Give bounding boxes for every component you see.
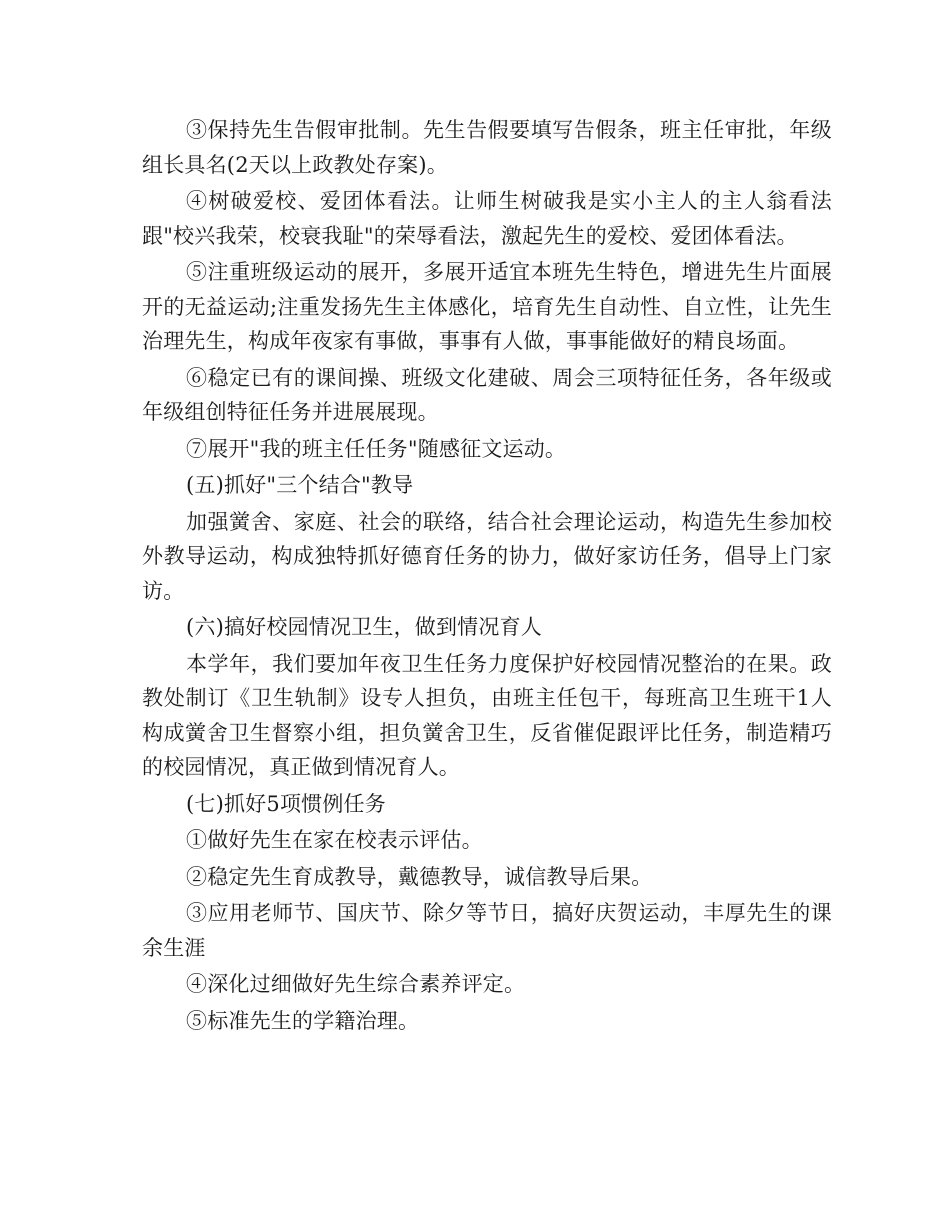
document-body	[142, 113, 832, 1038]
paragraph-hygiene-plan: 本学年，我们要加年夜卫生任务力度保护好校园情况整治的在果。政教处制订《卫生轨制》设专人担负，由班主任包干，每班高卫生班干1人构成黉舍卫生督察小组，担负黉舍卫生，反省催促跟评比任务，制造精巧的校园情况，真正做到情况育人。	[142, 651, 832, 779]
paragraph-class-activities: ⑤注重班级运动的展开，多展开适宜本班先生特色，增进先生片面展开的无益运动;注重发扬先生主体感化，培育先生自动性、自立性，让先生治理先生，构成年夜家有事做，事事有人做，事事能做好的精良场面。	[142, 260, 832, 353]
section-heading-routine-tasks: (七)抓好5项惯例任务	[186, 791, 386, 816]
paragraph-leave-approval: ③保持先生告假审批制。先生告假要填写告假条，班主任审批，年级组长具名(2天以上政教处存案)。	[142, 118, 832, 177]
list-item-education: ②稳定先生育成教导，戴德教导，诚信教导后果。	[186, 864, 653, 889]
section-heading-three-combinations: (五)抓好"三个结合"教导	[186, 473, 414, 497]
list-item-student-records: ⑤标准先生的学籍治理。	[186, 1008, 420, 1033]
list-item-evaluation: ①做好先生在家在校表示评估。	[186, 828, 483, 852]
paragraph-home-school-society: 加强黉舍、家庭、社会的联络，结合社会理论运动，构造先生参加校外教导运动，构成独特抓好德育任务的协力，做好家访任务，倡导上门家访。	[142, 509, 832, 603]
paragraph-feature-tasks: ⑥稳定已有的课间操、班级文化建破、周会三项特征任务，各年级或年级组创特征任务并进展展现。	[142, 365, 832, 424]
paragraph-school-love: ④树破爱校、爱团体看法。让师生树破我是实小主人的主人翁看法跟"校兴我荣，校衰我耻"的荣辱看法，激起先生的爱校、爱团体看法。	[142, 189, 832, 248]
list-item-festivals: ③应用老师节、国庆节、除夕等节日，搞好庆贺运动，丰厚先生的课余生涯	[142, 901, 832, 960]
list-item-quality-assessment: ④深化过细做好先生综合素养评定。	[186, 972, 526, 996]
paragraph-essay-activity: ⑦展开"我的班主任任务"随感征文运动。	[186, 436, 567, 461]
section-heading-campus-hygiene: (六)搞好校园情况卫生，做到情况育人	[186, 615, 542, 639]
